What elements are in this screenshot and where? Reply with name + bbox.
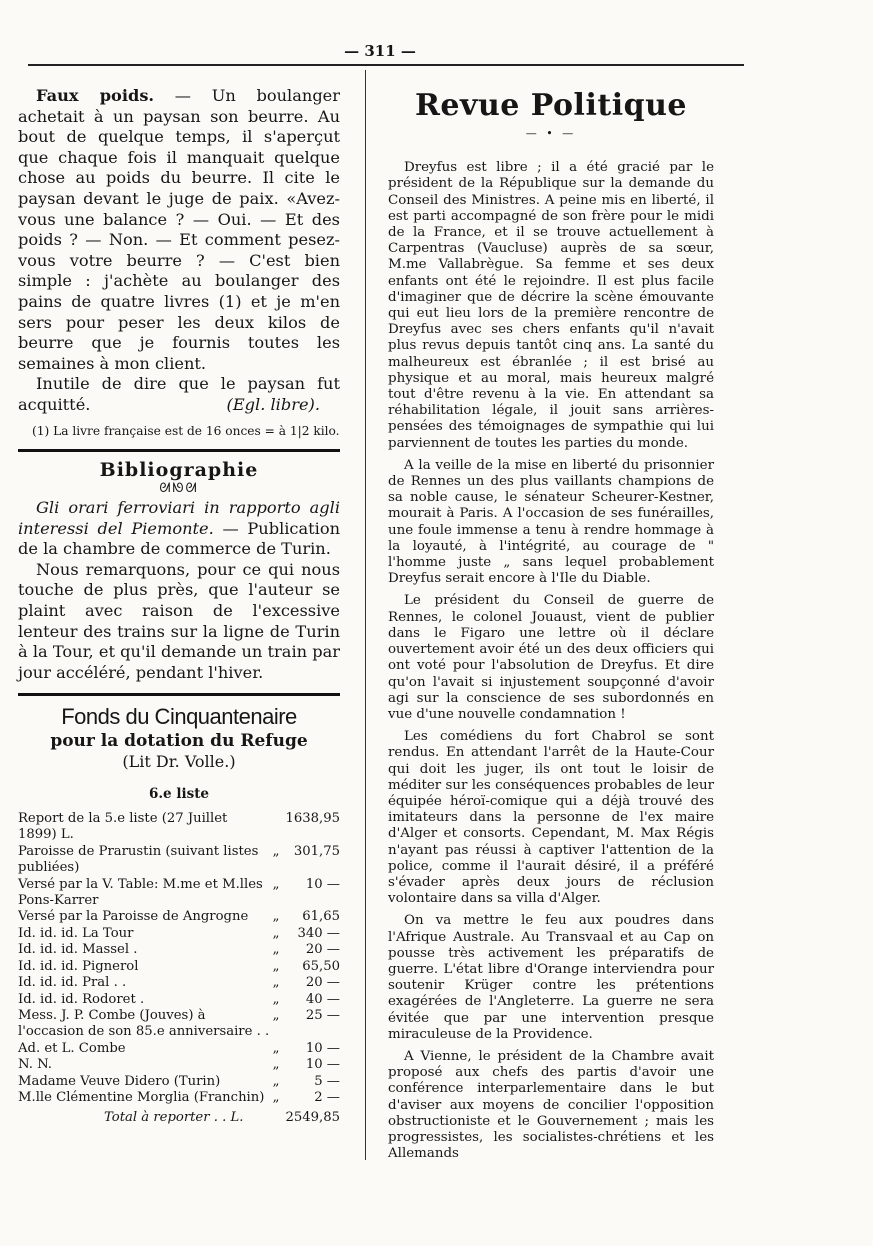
revue-paragraph: A Vienne, le président de la Chambre avait proposé aux chefs des partis d'avoir une conférence interparlementaire dans le but d'aviser aux moyens de concilier l'opposition obstructioniste et le Gouvernement ; mais les progressistes, les socialistes-chrétiens et les Allemands	[388, 1048, 714, 1162]
faux-poids-text: — Un boulanger achetait à un paysan son beurre. Au bout de quelque temps, il s'aperçut que chaque fois il manquait quelque chose au poids du beurre. Il cite le paysan devant le juge de paix. «Avez-vous une balance ? — Oui. — Et des poids ? — Non. — Et comment pesez-vous votre beurre ? — C'est bien simple : j'achète au boulanger des pains de quatre livres (1) et je m'en sers pour peser les deux kilos de beurre que je fournis toutes les semaines à mon client.	[18, 86, 340, 373]
revue-paragraph: Les comédiens du fort Chabrol se sont rendus. En attendant l'arrêt de la Haute-Cour qui doit les juger, ils ont tout le loisir de méditer sur les conséquences probables de leur équipée héroï-comique qui a déjà trouvé des imitateurs dans la personne de l'ex maire d'Alger et consorts. Cependant, M. Max Régis n'ayant pas réussi à captiver l'attention de la police, comme il l'aurait désiré, il a préféré s'évader après deux jours de réclusion volontaire dans sa villa d'Alger.	[388, 729, 714, 907]
faux-poids-p2: Inutile de dire que le paysan fut acquitté.	[18, 374, 340, 414]
bibliographie-p2: Nous remarquons, pour ce qui nous touche de plus près, que l'auteur se plaint avec raison de l'excessive lenteur des trains sur la ligne de Turin à la Tour, et qu'il demande un train par jour accéléré, pendant l'hiver.	[18, 559, 340, 682]
ledger-label: Madame Veuve Didero (Turin)	[18, 1073, 221, 1089]
ledger-label: Id. id. id. Rodoret .	[18, 991, 145, 1007]
ledger-row	[18, 1008, 340, 1041]
ledger-row	[18, 1057, 340, 1073]
ledger-ditto: „	[272, 942, 280, 958]
ledger-amount: 61,65	[302, 909, 340, 925]
ledger-total-label: Total à reporter . . L.	[104, 1110, 244, 1126]
fonds-ledger	[18, 811, 340, 1127]
ledger-ditto: „	[272, 958, 280, 974]
left-column	[18, 86, 340, 1127]
ledger-amount: 301,75	[293, 843, 340, 859]
top-rule	[28, 64, 744, 66]
ledger-ditto: „	[272, 975, 280, 991]
revue-title: Revue Politique	[415, 88, 687, 123]
ledger-amount: 10 —	[305, 1057, 340, 1073]
fonds-liste: 6.e liste	[148, 786, 210, 803]
revue-paragraph: Le président du Conseil de guerre de Rennes, le colonel Jouaust, vient de publier dans le Figaro une lettre où il déclare ouvertement avoir été un des deux officiers qui ont voté pour l'absolution de Dreyfus. Et dire qu'on l'avait si injustement soupçonné d'avoir agi sur la conscience de ses subordonnés en vue d'une nouvelle condamnation !	[388, 593, 714, 722]
bibliographie-p1-rest: — Publication de la chambre de commerce de Turin.	[18, 518, 340, 559]
ledger-amount: 20 —	[305, 942, 340, 958]
ledger-row	[18, 877, 340, 910]
bibliographie-title: Bibliographie	[99, 458, 259, 481]
ledger-row	[18, 959, 340, 975]
ledger-label: Versé par la Paroisse de Angrogne	[18, 909, 249, 925]
bibliographie-p1	[18, 498, 340, 560]
revue-paragraph: A la veille de la mise en liberté du prisonnier de Rennes un des plus vaillants champions de sa noble cause, le sénateur Scheurer-Kestner, mourait à Paris. A l'occasion de ses funérailles, une foule immense a tenu à rendre hommage à la loyauté, à l'intégrité, au courage de " l'homme juste „ sans lequel probablement Dreyfus serait encore à l'Ile du Diable.	[388, 457, 714, 587]
ledger-ditto: „	[272, 909, 280, 925]
revue-paragraph: On va mettre le feu aux poudres dans l'Afrique Australe. Au Transvaal et au Cap on pousse très activement les préparatifs de guerre. L'état libre d'Orange interviendra pour soutenir Krüger contre les prétentions exagérées de l'Angleterre. La guerre ne sera évitée que par une intervention presque miraculeuse de la Providence.	[388, 913, 714, 1042]
section-rule	[18, 693, 340, 696]
ledger-total-amount: 2549,85	[285, 1110, 340, 1126]
ledger-row	[18, 1090, 340, 1106]
ledger-label: Versé par la V. Table: M.me et M.lles Pons-Karrer	[18, 876, 263, 909]
ledger-label: Id. id. id. La Tour	[18, 925, 134, 941]
revue-paragraph: Dreyfus est libre ; il a été gracié par le président de la République sur la demande du Conseil des Ministres. A peine mis en liberté, il est parti accompagné de son frère pour le midi de la France, et il se trouve actuellement à Carpentras (Vaucluse) auprès de sa sœur, M.me Vallabrègue. Sa femme et ses deux enfants ont été le rejoindre. Il est plus facile d'imaginer que de décrire la scène émouvante qui eut lieu lors de la première rencontre de Dreyfus avec ses chers enfants qu'il n'avait plus revus depuis tantôt cinq ans. La santé du malheureux est ébranlée ; il est brisé au physique et au moral, mais heureux malgré tout d'être revenu à la vie. En attendant sa réhabilitation légale, il jouit sans arrières-pensées des témoignages de sympathie qui lui parviennent de toutes les parties du monde.	[388, 160, 714, 451]
revue-ornament: — • —	[525, 127, 577, 140]
ledger-row	[18, 844, 340, 877]
ledger-amount: 5 —	[314, 1073, 340, 1089]
ledger-label: Id. id. id. Pignerol	[18, 958, 139, 974]
ledger-amount: 1638,95	[285, 811, 340, 827]
ledger-row	[18, 909, 340, 925]
ledger-amount: 40 —	[305, 991, 340, 1007]
ledger-row	[18, 992, 340, 1008]
ledger-total-row	[18, 1106, 340, 1126]
ledger-label: Mess. J. P. Combe (Jouves) à l'occasion de son 85.e anniversaire . .	[18, 1007, 270, 1040]
ledger-ditto: „	[272, 843, 280, 859]
faux-poids-paragraph	[18, 86, 340, 374]
ledger-ditto: „	[272, 876, 280, 892]
ledger-row	[18, 1074, 340, 1090]
ledger-ditto: „	[272, 1007, 280, 1023]
ledger-amount: 340 —	[297, 925, 340, 941]
bibliographie-ornament: ᘛᘚᘛ	[159, 481, 199, 497]
page-number: — 311 —	[344, 42, 416, 60]
faux-poids-title: Faux poids.	[36, 86, 155, 105]
ledger-ditto: „	[272, 1073, 280, 1089]
section-rule	[18, 449, 340, 452]
faux-poids-footnote: (1) La livre française est de 16 onces = à 1|2 kilo.	[32, 423, 340, 438]
fonds-subtitle: pour la dotation du Refuge	[50, 731, 308, 752]
faux-poids-source: (Egl. libre).	[226, 394, 320, 414]
right-column	[388, 86, 714, 1168]
ledger-amount: 10 —	[305, 876, 340, 892]
ledger-label: Id. id. id. Pral . .	[18, 975, 127, 991]
ledger-amount: 65,50	[302, 958, 340, 974]
ledger-label: Id. id. id. Massel .	[18, 942, 138, 958]
ledger-ditto: „	[272, 1040, 280, 1056]
ledger-label: Paroisse de Prarustin (suivant listes publiées)	[18, 843, 259, 876]
ledger-ditto: „	[272, 925, 280, 941]
ledger-ditto: „	[272, 1057, 280, 1073]
ledger-row	[18, 942, 340, 958]
ledger-label: N. N.	[18, 1057, 52, 1073]
fonds-title: Fonds du Cinquantenaire	[61, 704, 297, 730]
ledger-row	[18, 811, 340, 844]
faux-poids-conclusion	[18, 374, 340, 415]
ledger-amount: 20 —	[305, 975, 340, 991]
ledger-amount: 25 —	[305, 1007, 340, 1023]
ledger-row	[18, 926, 340, 942]
ledger-ditto	[270, 811, 282, 844]
ledger-ditto: „	[272, 1089, 280, 1105]
ledger-row	[18, 975, 340, 991]
ledger-label: Report de la 5.e liste (27 Juillet 1899) L.	[18, 811, 228, 843]
ledger-amount: 10 —	[305, 1040, 340, 1056]
ledger-amount: 2 —	[314, 1089, 340, 1105]
ledger-label: Ad. et L. Combe	[18, 1040, 126, 1056]
ledger-label: M.lle Clémentine Morglia (Franchin)	[18, 1089, 265, 1105]
bibliographie-work-title: Gli orari ferroviari in rapporto agli interessi del Piemonte.	[18, 498, 340, 538]
fonds-lit: (Lit Dr. Volle.)	[122, 752, 236, 772]
column-divider	[365, 70, 366, 1160]
ledger-ditto: „	[272, 991, 280, 1007]
ledger-row	[18, 1041, 340, 1057]
